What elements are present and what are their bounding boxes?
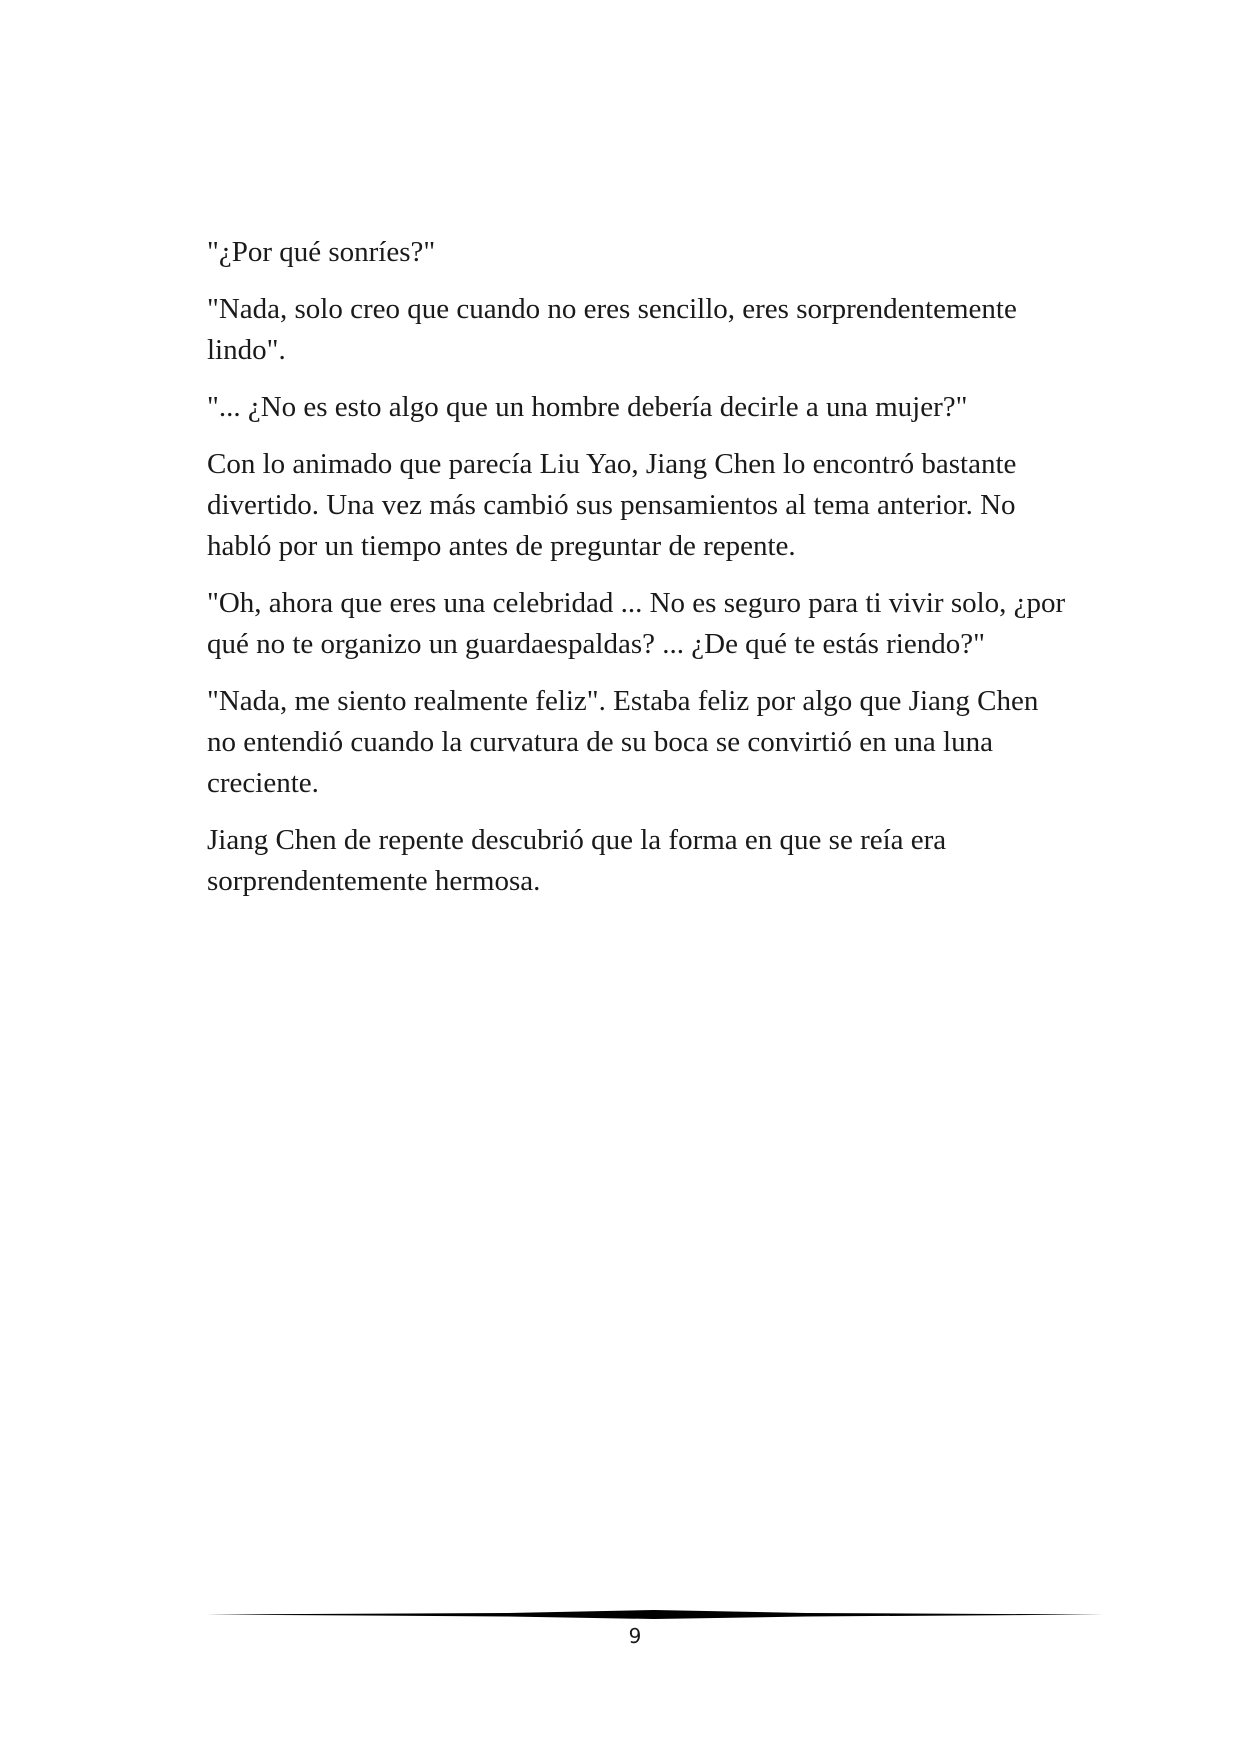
paragraph: Con lo animado que parecía Liu Yao, Jiang Chen lo encontró bastante divertido. Una vez más cambió sus pensamientos al tema anterior. No habló por un tiempo antes de preguntar de repente.	[207, 448, 1017, 562]
paragraph: "Nada, solo creo que cuando no eres sencillo, eres sorprendentemente lindo".	[207, 293, 1017, 366]
footer-divider	[206, 1608, 1103, 1622]
paragraph: Jiang Chen de repente descubrió que la forma en que se reía era sorprendentemente hermosa.	[207, 824, 947, 897]
paragraph: "... ¿No es esto algo que un hombre debería decirle a una mujer?"	[207, 391, 968, 423]
page-number: 9	[628, 1624, 642, 1648]
body-text	[207, 232, 1067, 918]
paragraph: "Oh, ahora que eres una celebridad ... No es seguro para ti vivir solo, ¿por qué no te organizo un guardaespaldas? ... ¿De qué te estás riendo?"	[207, 587, 1066, 660]
paragraph: "Nada, me siento realmente feliz". Estaba feliz por algo que Jiang Chen no entendió cuando la curvatura de su boca se convirtió en una luna creciente.	[207, 685, 1039, 799]
paragraph: "¿Por qué sonríes?"	[207, 236, 436, 268]
